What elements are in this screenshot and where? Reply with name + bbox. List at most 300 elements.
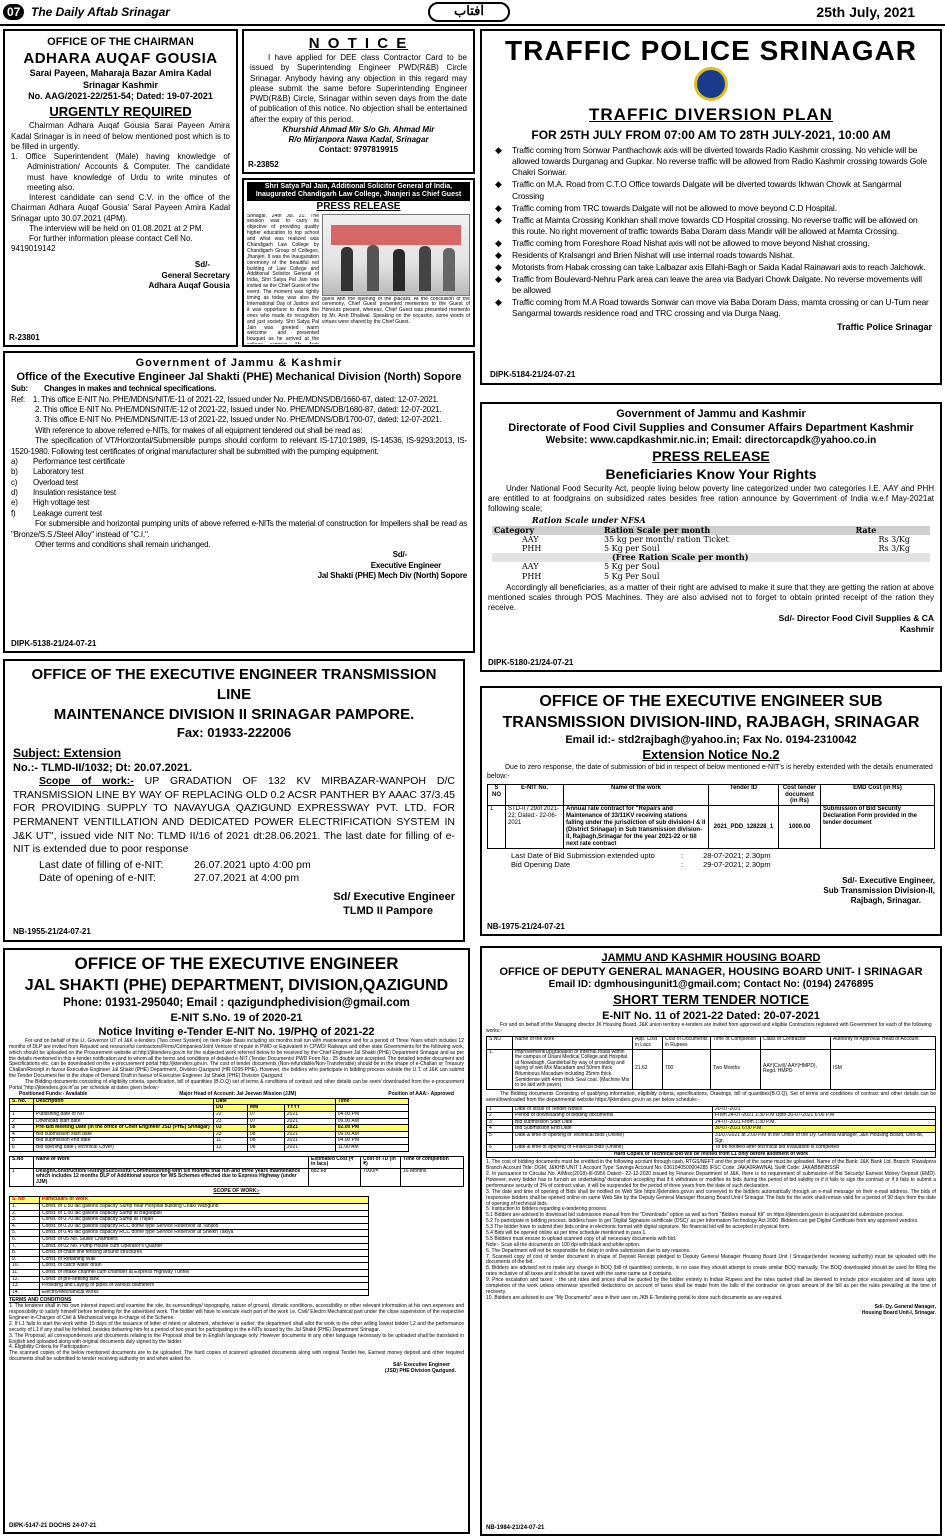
ad-fax: Fax: 01933-222006: [176, 725, 292, 740]
ad-signatory-2: TLMD II Pampore: [343, 904, 433, 917]
cell: 1: [488, 806, 506, 848]
cell: 2021: [284, 1144, 335, 1151]
cell: Const. of Retaining Wall: [40, 1256, 369, 1263]
cell: 12.: [10, 1276, 40, 1283]
last-date-value: 26.07.2021 upto 4:00 pm: [194, 858, 311, 871]
ad-phone: Phone: 01931-295040; Email : qazigundphedivision@gmail.com: [63, 997, 410, 1009]
term-item: 1. The cost of bidding documents must be credited in the following account through cash, RTGS/NEFT and the proof of the same must be uploaded. Name of the Bank: J&K Bank Ltd. Branch: Rawalpora Branch Account Title: DGM, J&KHB UNIT 1 Account Type: Savings Account No. 0361040500004285 IFSC Code: JAKA0RAWNAL Swift Code: JAKABBINBSSR: [486, 1159, 936, 1172]
term-item: 5. Instruction to bidders regarding e-tendering process.: [486, 1206, 608, 1213]
term-item: 5.5 Bidders must ensure to upload scanned copy of all necessary documents with bid.: [486, 1235, 677, 1242]
col-work: Name of Work: [34, 1156, 309, 1168]
col-authority: Authority of Approval/ Head of Account: [831, 1037, 936, 1049]
ad-jal-shakti-sopore: [3, 351, 475, 653]
cell: ISM: [831, 1049, 936, 1089]
ad-title: OFFICE OF THE EXECUTIVE ENGINEER: [74, 954, 399, 973]
term-item: 3. The Proposal, all correspondences and documents relating to the Proposal shall be in English language only. However documents in any other language necessary to be uploaded shall be translated in English and uploaded along with original documents duly signed by the bidder.: [9, 1332, 464, 1345]
cell: Submission of Bid Security Declaration Form provided in the tender document: [821, 806, 935, 848]
cell: Const. of 05 No. Sluice Chambers: [40, 1236, 369, 1243]
cell: 5: [487, 1132, 513, 1144]
col-work: Name of the work: [513, 1037, 633, 1049]
term-item: 6. The Department will not be responsible for delay in online submission due to any reasons.: [486, 1247, 691, 1254]
cell: 12: [214, 1144, 248, 1151]
list-item: Performance test certificate: [33, 456, 125, 466]
cell: 2: [10, 1118, 34, 1125]
free-ration-heading: (Free Ration Scale per month): [612, 552, 749, 563]
ad-traffic-police: [480, 29, 942, 385]
ad-para: Other terms and conditions shall remain unchanged.: [35, 540, 211, 550]
cell: Two Months: [711, 1049, 761, 1089]
cell: Const. of 1.00 lac gallons capacity Sump at Bagadpati: [40, 1210, 369, 1217]
cell: Design/Construction/Testing/Successful Commissioning with six months trial run and three years maintenance which includes 12 months DLP of Additional source for WS Schemes effected due to Express Highway (under JJM): [34, 1168, 309, 1186]
term-item: 8. Bidders are advised not to make any change in BOQ (bill of quantities) contents, in no case they should attempt to create similar BOQ manually. The BOQ downloaded should be used for filling the rates inclusive of all taxes and it should be saved with the same name as it contains.: [486, 1265, 936, 1278]
ad-heading: URGENTLY REQUIRED: [49, 103, 192, 119]
cell: 4.: [10, 1223, 40, 1230]
enit-table: [487, 784, 935, 849]
col-mm: MM: [247, 1105, 284, 1112]
ad-para: Under National Food Security Act, people living below poverty line categorized under two categories I.E. AAY and PHH are entitled to at foodgrains on subsidized rates besides free ration announce by Government of India w.e.f May-2021at following scale;: [488, 483, 934, 514]
cell: 09.00 AM: [335, 1118, 408, 1125]
ad-title: OFFICE OF THE EXECUTIVE ENGINEER SUB: [539, 693, 883, 710]
ration-cell: 35 kg per month/ ration Ticket: [604, 534, 729, 544]
ad-std-rajbagh: OFFICE OF THE EXECUTIVE ENGINEER SUB TRANSMISSION DIVISION-IIND, RAJBAGH, SRINAGAR Email id:- std2rajbagh@yahoo.in; Fax No. 0194-2310042 Extension Notice No.2 Due to zero response, the date of submission of bid in respect of below mentioned e-NIT's is hereby extended with the details enumerated below:- S NO E-NIT No. Name of the work Tender ID Cost tender document (in Rs) EMD Cost (in Rs) 1 STD-II / 29of 2021-22; Dated:- 22-06-2021 Annual rate contract for "Repairs and Maintenance of 33/11KV receiving stations falling under the jurisdiction of sub division-I & II (District Srinagar) in Sub transmission division-II, Rajbagh,Srinagar for the year 2021-22 or till next rate contract 2021_PDD_128228_1 1000.00 Submission of Bid Security Declaration Form provided in the tender document Last Date of Bid Submission extended upto : 28-07-2021; 2.30pm Bid Opening Date : 29-07-2021; 2.30pm Sd/- Executive Engineer, Sub Transmission Division-II, Rajbagh, Srinagar. NB-1975-21/24-07-21: [480, 686, 942, 936]
ad-subtitle: TRAFFIC DIVERSION PLAN: [589, 105, 833, 125]
page-header: [0, 0, 945, 26]
term-item: 2. In pursuance to Circular No. A/Misc(2018)-III-095/I Dated:- 22-12-2020 issued by Finance Department of J&K, there is no requirement of submission of Bid Security/ Earnest Money Deposit (EMD). However, every bidder has to furnish an undertaking/ declaration accepting that if it withdraws or modifies its bids during the period of bid validity or if it fails to sign the contract or if it fails to submit a performance security of 3% of contract value, it will be suspended for the period of three years from the date of such declaration.: [486, 1171, 936, 1189]
ad-para: For further information please contact Cell No. 9419019142: [11, 234, 193, 254]
ration-table-caption: Ration Scale under NFSA: [532, 515, 646, 526]
term-item: 1. The tenderer shall in his own interest inspect and examine the site, its surroundings/ topography, nature of ground, climatic conditions, accessibility or other relevant information at his own expenses and responsibility to satisfy himself before tendering for the advertised work. The bidder will have to execute each part of the work i.e. Civil/ Electro Mechanical part under the close supervision of the respective Engineer-in-Charges of Civil & Mechanical wings In-charge of the Scheme.: [9, 1303, 464, 1321]
col-doc-cost: Cost of Documents in Rupees: [663, 1037, 711, 1049]
cell: 6: [487, 1145, 513, 1152]
ad-ref: DIPK-5180-21/24-07-21: [488, 657, 574, 667]
cell: 11.: [10, 1269, 40, 1276]
cell: 7000/=: [361, 1168, 401, 1186]
cell: 24-07-2021 From 1:30 P.M.: [713, 1119, 936, 1126]
ad-jal-shakti-qazigund: [3, 948, 470, 1534]
ad-title-2: TRANSMISSION DIVISION-IIND, RAJBAGH, SRINAGAR: [502, 714, 920, 731]
diversion-list: [490, 145, 932, 319]
cell: Const. of chain link fencing around structures: [40, 1250, 369, 1257]
cell: Improvement/Upgradation of Internal roads within the campus of Unani Medical College and Hospital at Nowabagh, Ganderbal by way of providing and laying of wet Mix Macadam and 50mm thick Bituminous Macadam including 25mm thick Semidense with 4mm thick Seal coat. (Machine Mix to be laid with paver).: [513, 1049, 633, 1089]
ad-number: No. AAG/2021-22/251-54; Dated: 19-07-2021: [28, 91, 213, 102]
ad-address-2: Srinagar Kashmir: [82, 79, 159, 90]
funds-position: Positioned Funds:- Available: [19, 1090, 88, 1097]
ad-signatory: Khurshid Ahmad Mir S/o Gh. Ahmad Mir: [282, 124, 435, 134]
cell: 5.: [10, 1230, 40, 1237]
press-title: PRESS RELEASE: [316, 200, 401, 212]
ad-title-2: JAL SHAKTI (PHE) DEPARTMENT, DIVISION,QAZIGUND: [24, 977, 449, 994]
press-body-right: guest with the opening of the placard. At the conclusion of the ceremony, Chief Guest presented mementos to the Guest of Honours present, whereas, Chief Guest was presented memento by Mr. Arsh Dhaliwal. Speaking on the occasion, some words of virtues were shared by the Chief Guest.: [322, 296, 470, 326]
col-sno: S.No: [10, 1156, 34, 1168]
ad-para: Interest candidate can send C.V. in the office of the Chairman Adhara Auqaf Gousia' Sarai Payeen Amira Kadal Srinagar upto 30.07.2021 (4PM).: [11, 193, 230, 223]
cell: Publishing date of NIT: [34, 1111, 214, 1118]
cell: Date & time of opening of Technical Bids (Online): [513, 1132, 713, 1144]
cell: 30-07-2021 6:00 P.M.: [713, 1126, 936, 1133]
list-marker: b): [11, 467, 18, 477]
cell: Const. of catch water drain: [40, 1263, 369, 1270]
ad-ref: R-23801: [9, 332, 40, 342]
ration-cell: AAY: [522, 562, 539, 572]
cell: 3: [487, 1119, 513, 1126]
ration-cell: Rs 3/Kg: [878, 534, 910, 544]
list-marker: f): [11, 508, 16, 518]
police-emblem-icon: [694, 67, 728, 101]
col-desc: Description: [34, 1098, 214, 1105]
list-marker: e): [11, 498, 18, 508]
ad-title: OFFICE OF THE EXECUTIVE ENGINEER TRANSMISSION LINE: [31, 666, 437, 703]
ad-signatory-2: Adhara Auqaf Gousia: [148, 280, 230, 290]
cell: 5: [10, 1138, 34, 1145]
ad-para: For submersible and horizontal pumping units of above referred e-NITs the material of construction for Impellers shall be read as "Bronze/S.S./Steel Alloy" instead of "C.I.".: [11, 519, 467, 539]
diversion-item: ◆ Motorists from Habak crossing can take Lalbazar axis Ellahi-Bagh or Saida Kadal Rainawari axis to reach Jalchowk.: [490, 262, 932, 273]
press-body-left: Srinagar, 24th Jul. 21: The session was to carry its objective of providing quality higher education to top school and what was realized was Chandigarh Law College by Chandigarh Group of Colleges, Jhanjeri. It was the inauguration ceremony of the beautiful red building of Law College and Additional Solicitor General of India, Shri Satya Pal Jain was invited as the Chief Guest of the event. The moment was rightly timing as today was also the International Day of Justice and it was opportune to thank the ones who made its recognition and just society. Shri Satya Pal Jain was greeted warm welcome and presented bouquet as he arrived at the: [247, 213, 319, 343]
ad-ref: NB-1984-21/24-07-21: [486, 1525, 545, 1532]
newspaper-name: The Daily Aftab Srinagar: [31, 5, 170, 19]
ad-title: Beneficiaries Know Your Rights: [605, 465, 817, 482]
list-marker: d): [11, 488, 18, 498]
cell: Const. of 0.20 lac gallons capacity RCC dome type Service Reservoir at Tanjloo: [40, 1223, 369, 1230]
ad-para: Due to zero response, the date of submission of bid in respect of below mentioned e-NIT's is hereby extended with the details enumerated below:-: [487, 763, 933, 780]
cell: 08: [247, 1144, 284, 1151]
col-sno: S.NO: [487, 1037, 513, 1049]
press-headline-1: Shri Satya Pal Jain, Additional Solicitor General of India,: [264, 183, 453, 190]
cell: 2021: [284, 1111, 335, 1118]
diversion-item: ◆ Residents of Kralsangri and Brien Nishat will use internal roads towards Nishat.: [490, 250, 932, 261]
cell: Date & time of opening of Financial Bids (Online): [513, 1145, 713, 1152]
aaa-position: Position of AAA:- Approved: [388, 1090, 454, 1097]
col-sno: S NO: [488, 784, 506, 806]
ad-tlmd-pampore: [3, 659, 465, 942]
ref-label: Ref:: [11, 394, 25, 404]
cell: Bid Submission End Date: [513, 1126, 713, 1133]
cell: 11.00 AM: [335, 1144, 408, 1151]
cell: Date of Issue of Tender Notice: [513, 1106, 713, 1113]
ad-directorate: Directorate of Food Civil Supplies and Consumer Affairs Department Kashmir: [508, 422, 914, 435]
page-number: 07: [3, 4, 24, 20]
ad-gov: Government of Jammu & Kashmir: [135, 357, 343, 369]
col-cost: Cost tender document (in Rs): [779, 784, 821, 806]
schedule-table: [486, 1106, 936, 1159]
ad-org: ADHARA AUQAF GOUSIA: [23, 50, 218, 68]
col-sno: S. No: [10, 1197, 40, 1204]
cell: 700: [663, 1049, 711, 1089]
ad-housing-board: [480, 946, 942, 1536]
bid-open-value: 29-07-2021; 2.30pm: [703, 860, 771, 870]
ration-cell: PHH: [522, 571, 542, 581]
cell: Const. of intake channel cum chamber at Express Highway Tunnel: [40, 1269, 369, 1276]
ration-col-scale: Ration Scale per month: [604, 524, 711, 535]
diversion-item: ◆ Traffic coming from Foreshore Road Nishat axis will not be allowed to move beyond Nishat crossing.: [490, 238, 932, 249]
ad-title: N O T I C E: [308, 35, 409, 52]
col-class: Class of Contractor: [761, 1037, 831, 1049]
cell: 02.00 PM: [335, 1125, 408, 1132]
ref-line: 2. This office E-NIT No. PHE/MDNS/NIT/E-12 of 2021-22, Issued under No. PHE/MDNS/DB/1680-87, dated: 12-07-2021.: [35, 404, 442, 414]
scope-text: UP GRADATION OF 132 KV MIRBAZAR-WANPOH D/C TRANSMISSION LINE BY WAY OF REPLACING OLD 0.2 ACSR PANTHER BY AAAC 37/3.45 FOR PROVIDING SUPPLY TO NAVAYUGA QAZIGUND EXPRESSWAY PVT. LTD. FOR PERMANENT VENTILLATION AND DEDICATED POWER ELECTRIFICATION SYSTEM IN J&K UT", issued vide NIT No: TLMD II/16 of 2021 dt:28.06.2021. The last date for filling of e-NIT is extended due to poor response: [13, 775, 455, 856]
list-marker: a): [11, 456, 18, 466]
diversion-item: ◆ Traffic at Mamta Crossing Konkhan shall move towards CD Hospital crossing. No reverse traffic will be allowed on this route. No right movement of traffic towards Baba Daram dass Mandir will be allowed at Mamta Crossing.: [490, 215, 932, 237]
list-item: Insulation resistance test: [33, 488, 116, 498]
col-cost: Estimated Cost (₹ in lacs): [309, 1156, 361, 1168]
opening-date-label: Date of opening of e-NIT:: [39, 872, 156, 885]
diversion-item: ◆ Traffic coming from M.A Road towards Sonwar can move via Baba Doram Dass, mamta crossing or can U-Turn near Sangarmal towards residence road and TRC crossing and via Durga Naag.: [490, 297, 932, 319]
cell: Pre-Bid Meeting Date (In the office of Chief Engineer JSD (PHE) Srinagar): [34, 1125, 214, 1132]
ad-office: Office of the Executive Engineer Jal Shakti (PHE) Mechanical Division (North) Sopore: [16, 371, 462, 384]
ad-ref: R-23852: [248, 159, 279, 169]
ad-enit: E-NIT No. 11 of 2021-22 Dated: 20-07-2021: [602, 1009, 820, 1022]
col-dd: DD: [214, 1105, 248, 1112]
cell: 03: [214, 1125, 248, 1132]
cell: 1: [487, 1106, 513, 1113]
cell: Bid submission end date: [34, 1138, 214, 1145]
cell: 10.: [10, 1263, 40, 1270]
diversion-item: ◆ Traffic coming from TRC towards Dalgate will not be allowed to move beyond C.D Hospital.: [490, 203, 932, 214]
cell: 2021: [284, 1118, 335, 1125]
ad-para: The interview will be held on 01.08.2021 at 2 PM.: [29, 223, 204, 233]
cell: Download start date: [34, 1118, 214, 1125]
col-enit: E-NIT No.: [506, 784, 564, 806]
ad-para: The Bidding documents consisting of eligibility criteria, specification, bill of quantities (B.O.Q) set of terms & conditions of contract and other details can be seen/ downloaded from the e-procurement Portal "http://jktenders.gov.in"as per schedule at dates given below:-: [9, 1079, 464, 1091]
ref-line: 1. This office E-NIT No. PHE/MDNS/NIT/E-11 of 2021-22, Issued under No. PHE/MDNS/DB/1660-67, dated: 12-07-2021.: [32, 394, 439, 404]
bid-end-value: 28-07-2021; 2.30pm: [703, 850, 771, 860]
cell: 882.68: [309, 1168, 361, 1186]
cell: 07: [247, 1111, 284, 1118]
col-particulars: Particulars of Work: [40, 1197, 369, 1204]
last-date-label: Last date of filling of e-NIT:: [39, 858, 164, 871]
terms-heading: TERMS AND CONDITIONS: [9, 1297, 72, 1304]
ad-title-2: MAINTENANCE DIVISION II SRINAGAR PAMPORE.: [53, 706, 415, 723]
ad-dates: FOR 25TH JULY FROM 07:00 AM TO 28TH JULY-2021, 10:00 AM: [531, 127, 891, 142]
ad-signatory-2: Jal Shakti (PHE) Mech Div (North) Sopore: [317, 571, 467, 581]
work-table: [9, 1156, 464, 1187]
col-time: Time: [335, 1098, 408, 1105]
term-item: 5.2 To participate in bidding process, bidders have to get 'Digital Signature certificate (DSC)' as per Information Technology Act 2000. Bidders can get Digital Certificate from any approved vendors.: [486, 1218, 919, 1225]
ad-signatory-2: (JSD) PHE Division Qazigund.: [384, 1367, 456, 1374]
ad-para: For and on behalf of the Managing director JK Housing Board, J&K union territory e-tenders are invited from approved and eligible Contractors registered with Government for each of the following works:-: [486, 1021, 932, 1034]
ref-line: 3. This office E-NIT No. PHE/MDNS/NIT/E-13 of 2021-22, Issued under No. PHE/MDNS/DB/1700-07, dated: 12-07-2021.: [35, 415, 442, 425]
term-item: 5.4 Bids will be opened online as per time schedule mentioned in para 1.: [486, 1230, 647, 1236]
cell: 13.: [10, 1283, 40, 1290]
ad-ref: DIPK-5138-21/24-07-21: [11, 638, 97, 648]
cell: 1.: [487, 1049, 513, 1089]
term-item: 7. Scanned copy of cost of tender document in shape of Deposit Receipt pledged to Deputy General Manager Housing Board Unit I Srinagar(tender receiving authority) must be uploaded with the documents of the bid.: [486, 1253, 936, 1266]
cell: 2021: [284, 1131, 335, 1138]
cell: Electro/Mechanical works: [40, 1289, 369, 1296]
cell: 09.00 AM: [335, 1131, 408, 1138]
ad-subject: Subject: Extension: [13, 745, 122, 760]
col-td: Cost of TD (in ₹): [361, 1156, 401, 1168]
cell: 08: [247, 1131, 284, 1138]
col-sno: S. No.: [10, 1098, 34, 1105]
ad-signatory-2: R/o Mirjanpora Nawa Kadal, Srinagar: [288, 135, 429, 145]
bid-end-label: Last Date of Bid Submission extended upto: [511, 850, 655, 860]
masthead-logo: آفتاب: [428, 2, 510, 22]
col-time: Time of Completion: [711, 1037, 761, 1049]
ration-table: [492, 526, 930, 581]
cell: Period of downloading of bidding documents: [513, 1113, 713, 1120]
cell: 2021: [284, 1138, 335, 1145]
col-tender-id: Tender ID: [709, 784, 779, 806]
cell: Bid opening date (Technical Cover): [34, 1144, 214, 1151]
press-headline-2: Inaugurated Chandigarh Law College, Jhanjeri as Chief Guest: [255, 191, 462, 199]
ad-ref: DIPK-5184-21/24-07-21: [490, 369, 576, 379]
ad-sd: Sd/-: [392, 550, 407, 560]
ad-notice-khurshid: [242, 29, 475, 174]
cell: 08: [247, 1125, 284, 1132]
hard-copy-note: Hard Copies of Technical Bid will be invited from L1 only before allotment of work: [487, 1151, 936, 1158]
cell: To be notified after technical bid evaluation is completed: [713, 1145, 936, 1152]
cell: From 24-07-2021 1:30 P.M Upto 30-07-2021 6:00 P.M: [713, 1113, 936, 1120]
ration-col-rate: Rate: [855, 524, 877, 535]
ad-website: Website: www.capdkashmir.nic.in; Email: directorcapdk@yahoo.co.in: [545, 435, 877, 447]
cell: 6: [10, 1144, 34, 1151]
cell: 08: [247, 1138, 284, 1145]
ad-scope: [13, 775, 455, 857]
cell: Providing and Laying of pipes of various diameters: [40, 1283, 369, 1290]
ad-office: OFFICE OF THE CHAIRMAN: [47, 36, 194, 48]
cell: 23: [214, 1118, 248, 1125]
cell: Const. of 0.45 lac gallons capacity RCC dome type Service Reservoir at Sheikh Takiya: [40, 1230, 369, 1237]
ration-cell: AAY: [522, 534, 539, 544]
diversion-item: ◆ Traffic coming from Sonwar Panthachowk axis will be diverted towards Radio Kashmir crossing. No vehicle will be allowed towards Durganag and Gupkar. No reverse traffic will be allowed from Radio Kashmir crossing towards Gole Chakri Sonwar.: [490, 145, 932, 178]
issue-date: 25th July, 2021: [816, 4, 915, 20]
press-photo: [322, 214, 470, 296]
ad-title: TRAFFIC POLICE SRINAGAR: [505, 35, 917, 66]
term-item: 3. The date and time of opening of Bids shall be notified on Web Site https://jktenders.gov.in and conveyed to the bidders automatically through an e-mail message on their e-mail address. The bids of responsive bidders shall be opened online on same Web Site by the Deputy General Manager Housing Board Unit-I Srinagar. The bids for the work shall remain valid for a period of 90 days from the date of opening of technical bids.: [486, 1188, 936, 1207]
cell: 4: [487, 1126, 513, 1133]
cell: 04.00 PM: [335, 1138, 408, 1145]
ad-signatory: General Secretary: [161, 270, 230, 280]
cell: 04.00 PM: [335, 1111, 408, 1118]
ration-cell: 5 Kg per Soul: [604, 544, 660, 554]
cell: 1.: [10, 1203, 40, 1210]
ad-body: I have applied for DEE class Contractor Card to be issued by Superintending Engineer PWD(R&B) Circle Srinagar. Anybody having any objection in this regard may please submit the same before Superintending Engineer PWD(R&B) Circle, Srinagar within seven days from the date of publication of this notice. No objection shall be entertained after the expiry of this period.: [250, 53, 467, 124]
cell: Const. of 1.50 lac gallons capacity Sump near Hospital building Chaki Wangund: [40, 1203, 369, 1210]
cell: Bid submission start date: [34, 1131, 214, 1138]
list-item: High voltage test: [33, 498, 90, 508]
ad-signatory-2: Housing Board Unit-I, Srinagar.: [861, 1309, 936, 1316]
ad-email: Email ID: dgmhousingunit1@gmail.com; Contact No: (0194) 2476895: [548, 979, 874, 991]
ad-adhara-auqaf: [3, 29, 238, 347]
dates-table: [9, 1098, 409, 1152]
cell: 11: [214, 1138, 248, 1145]
ad-para: Chairman Adhara Auqaf Gousia Sarai Payeen Amira Kadal Srinagar is in need of below mentioned post which is to be filled in urgently.: [11, 121, 230, 151]
col-date: Date: [214, 1098, 336, 1105]
term-item: Note:- Scan all the documents on 100 dpi with black and white option.: [486, 1241, 641, 1248]
list-item: Overload test: [33, 477, 78, 487]
ad-signatory: Sd/ Executive Engineer: [333, 890, 455, 903]
list-item: Laboratory test: [33, 467, 84, 477]
cell: 2: [487, 1113, 513, 1120]
ad-heading: JAMMU AND KASHMIR HOUSING BOARD: [601, 952, 821, 964]
ad-gov: Government of Jammu and Kashmir: [616, 408, 806, 420]
sub-label: Sub:: [11, 384, 28, 394]
cell: Const. of 02 No. Pump House cum Operator's Quarter: [40, 1243, 369, 1250]
term-item: 10. Bidders are advised to use "My Documents" area in their user on JKB E-Tendering portal to store such documents as are required.: [486, 1294, 783, 1301]
ad-food-civil-supplies: [480, 402, 942, 672]
list-item: Leakage current test: [33, 508, 102, 518]
ad-enit: E-NIT S.No. 19 of 2020-21: [170, 1011, 303, 1024]
ad-ref: NB-1955-21/24-07-21: [13, 926, 91, 936]
ration-cell: 5 Kg Per Soul: [604, 571, 660, 581]
scope-heading: SCOPE OF WORK:-: [213, 1187, 260, 1194]
term-item: 4. Eligibility Criteria for Participation:-: [9, 1344, 91, 1351]
ration-cell: PHH: [522, 544, 542, 554]
ad-ref: DIPK-5147-21 DOCHS 24-07-21: [9, 1523, 97, 1530]
term-item: 2. If L1 fails to start the work within 15 days of the issuance of letter of intent or allotment, whichever is earlier, the department shall allot the work to the other willing lowest bidder L2 and the performance security of L1 if any shall be forfeited, besides debarring him for a period of two years for participating in the e-NITs issued by the Jal Shakti (PHE) Department Srinagar.: [9, 1320, 464, 1333]
cell: 31/07/2021 at 2:00 P.M in the Office of the Dy. General Manager, J&K Housing Board, Unit-Ist, Sgr.: [713, 1132, 936, 1144]
ad-address: Sarai Payeen, Maharaja Bazar Amira Kadal: [29, 68, 212, 79]
cell: 2.: [10, 1210, 40, 1217]
cell: 3: [10, 1125, 34, 1132]
ad-email: Email id:- std2rajbagh@yahoo.in; Fax No. 0194-2310042: [565, 734, 857, 746]
cell: 2021: [284, 1125, 335, 1132]
cell: STD-II / 29of 2021-22; Dated:- 22-06-2021: [506, 806, 564, 848]
ad-press-release-cgc: [242, 178, 475, 347]
cell: Const. of pre-settling tank: [40, 1276, 369, 1283]
cell: 9.: [10, 1256, 40, 1263]
term-item: 5.3 The bidder have to submit their bids online in electronic format with digital signature. No financial bid will be accepted in physical form.: [486, 1224, 791, 1231]
ad-para: With reference to above referred e-NITs, for makes of all equipment tendered out shall be read as:: [35, 425, 363, 435]
ad-para: 1. Office Superintendent (Male) having knowledge of Administration/ Accounts & Computer. The candidate must have knowledge of Urdu to write minutes of meeting also.: [11, 152, 230, 192]
list-marker: c): [11, 477, 18, 487]
cell: 7.: [10, 1243, 40, 1250]
sub-text: Changes in makes and technical specifications.: [43, 384, 217, 394]
head-of-account: Major Head of Account: Jal Jeevan Mission (JJM): [179, 1090, 297, 1097]
cell: Bid submission Start Date: [513, 1119, 713, 1126]
col-yyyy: YYYY: [284, 1105, 335, 1112]
col-emd: EMD Cost (in Rs): [821, 784, 935, 806]
ration-cell: 5 Kg per Soul: [604, 562, 660, 572]
cell: 8.: [10, 1250, 40, 1257]
cell: 07: [247, 1118, 284, 1125]
press-headline: [247, 182, 470, 201]
diversion-item: ◆ Traffic on M.A. Road from C.T.O Office towards Dalgate will be diverted towards Ikhwan Chowk at Sangarmal Crossing: [490, 179, 932, 201]
cell: 21.62: [633, 1049, 663, 1089]
cell: 3.: [10, 1217, 40, 1224]
bid-open-label: Bid Opening Date: [511, 860, 571, 870]
cell: 1: [10, 1168, 34, 1186]
ad-press-release: PRESS RELEASE: [652, 447, 770, 464]
cell: 1: [10, 1111, 34, 1118]
ad-signatory: Sd/- Executive Engineer,: [842, 875, 935, 885]
cell: 2021_PDD_128228_1: [709, 806, 779, 848]
scope-label: Scope of work:-: [39, 775, 134, 788]
cell: AAY(Civil)/ AAY(HMPD), Regd. HMPD: [761, 1049, 831, 1089]
ad-heading: Extension Notice No.2: [642, 747, 780, 763]
ad-signatory-3: Rajbagh, Srinagar.: [850, 896, 921, 906]
col-cost: App. Cost in Lacs: [633, 1037, 663, 1049]
ad-contact: Contact: 9797819915: [318, 145, 399, 155]
ad-para: Accordingly all beneficiaries, as a matter of their right are advised to make it sure that they are getting the ration at above mentioned scales through POS Machines. They are also advised not to forget to obtain printed receipt of the ration they receive.: [488, 582, 934, 613]
ad-office: OFFICE OF DEPUTY GENERAL MANAGER, HOUSING BOARD UNIT- I SRINAGAR: [499, 966, 923, 979]
ad-para: The Bidding documents Consisting of qualifying information, eligibility criteria, specifications, Drawings, bill of quantities(B.O.Q), Set of terms and conditions of contract and other details can be seen/downloaded from the departmental website https://jktenders.gov.in as per below schedule:-: [486, 1090, 936, 1103]
ad-signatory-2: Kashmir: [899, 624, 934, 635]
col-work: Name of the work: [564, 784, 709, 806]
scope-table: [9, 1196, 369, 1296]
ad-notice: Notice Inviting e-Tender E-NIT No. 19/PHQ of 2021-22: [98, 1025, 375, 1038]
cell: 6.: [10, 1236, 40, 1243]
ad-notice: SHORT TERM TENDER NOTICE: [613, 991, 809, 1007]
ad-number: No.:- TLMD-II/1032; Dt: 20.07.2021.: [13, 761, 193, 774]
ad-para: The specification of VT/Horizontal/Submersible pumps should conform to relevant IS-1710:1989, IS-14536, IS-9293:2013, IS-1520-1980. Following test certificates of original manufacturer shall be submitted with the pumping equipment.: [11, 436, 467, 456]
opening-date-value: 27.07.2021 at 4:00 pm: [194, 872, 300, 885]
cell: 22: [214, 1111, 248, 1118]
cell: 20-07-2021: [713, 1106, 936, 1113]
cell: 1000.00: [779, 806, 821, 848]
cell: Const. of 0.70 lac gallons capacity Sump at Trajan: [40, 1217, 369, 1224]
work-table: [486, 1036, 936, 1089]
cell: 23: [214, 1131, 248, 1138]
